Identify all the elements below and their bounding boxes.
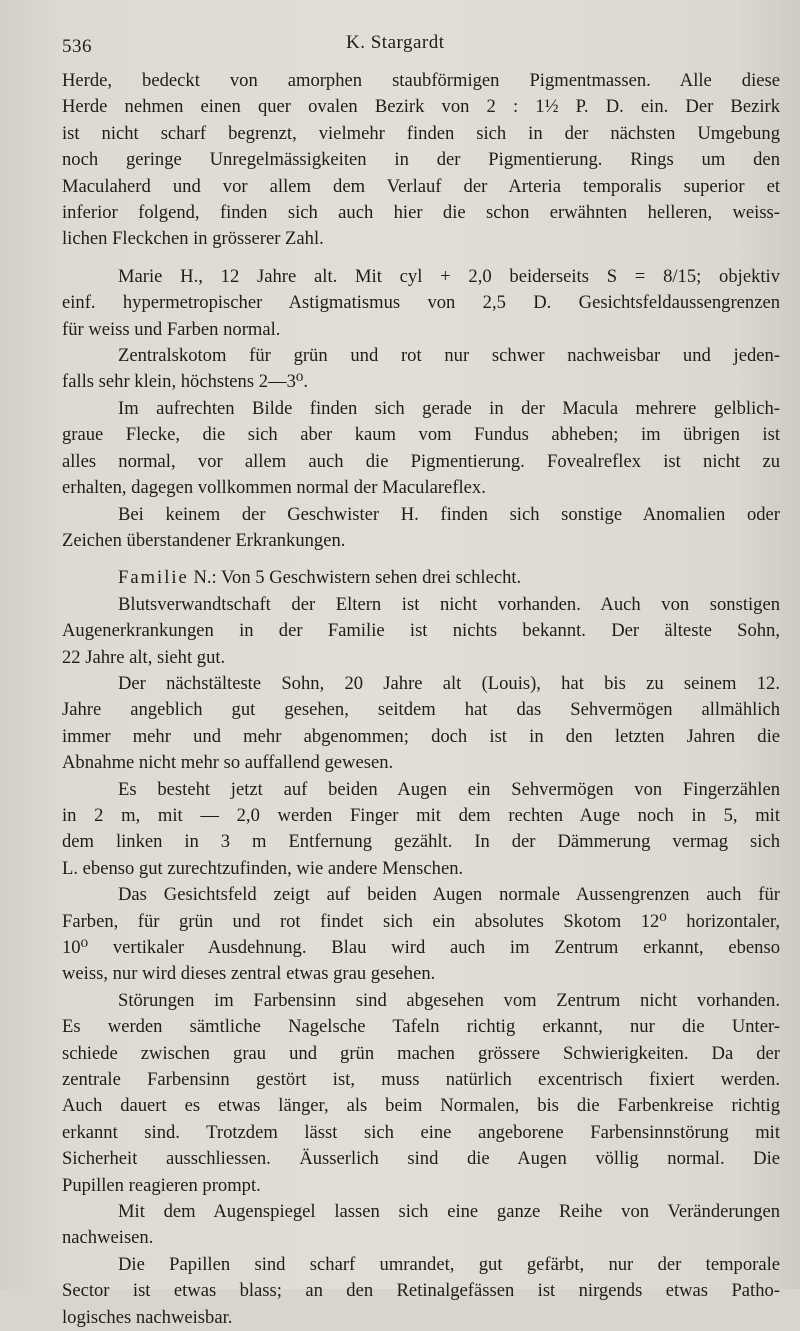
text-line: Zentralskotom für grün und rot nur schwer nachweisbar und jeden- <box>118 345 780 367</box>
text-line: erkannt sind. Trotzdem lässt sich eine angeborene Farbensinnstörung mit <box>62 1121 780 1143</box>
text-line: Jahre angeblich gut gesehen, seitdem hat das Sehvermögen allmählich <box>62 699 780 721</box>
text-line: 22 Jahre alt, sieht gut. <box>62 646 226 668</box>
text-line: Farben, für grün und rot findet sich ein absolutes Skotom 12⁰ horizontaler, <box>62 910 780 932</box>
text-line: schiede zwischen grau und grün machen grössere Schwierigkeiten. Da der <box>62 1042 780 1064</box>
text-line: lichen Fleckchen in grösserer Zahl. <box>62 228 324 250</box>
paragraph <box>62 502 780 555</box>
text-line: Maculaherd und vor allem dem Verlauf der Arteria temporalis superior et <box>62 175 780 197</box>
text-line: Auch dauert es etwas länger, als beim Normalen, bis die Farbenkreise richtig <box>62 1095 780 1117</box>
text-line: für weiss und Farben normal. <box>62 318 281 340</box>
text-line: immer mehr und mehr abgenommen; doch ist in den letzten Jahren die <box>62 725 780 747</box>
text-line: Es besteht jetzt auf beiden Augen ein Sehvermögen von Fingerzählen <box>118 778 780 800</box>
text-line: Sicherheit ausschliessen. Äusserlich sind die Augen völlig normal. Die <box>62 1148 780 1170</box>
text-line: Herde nehmen einen quer ovalen Bezirk von 2 : 1½ P. D. ein. Der Bezirk <box>62 96 780 118</box>
text-line: inferior folgend, finden sich auch hier die schon erwähnten helleren, weiss- <box>62 202 780 224</box>
text-line: noch geringe Unregelmässigkeiten in der Pigmentierung. Rings um den <box>62 149 780 171</box>
paragraph <box>62 1199 780 1252</box>
text-line: graue Flecke, die sich aber kaum vom Fundus abheben; im übrigen ist <box>62 424 780 446</box>
text-line: zentrale Farbensinn gestört ist, muss natürlich excentrisch fixiert werden. <box>62 1069 780 1091</box>
text-line: Marie H., 12 Jahre alt. Mit cyl + 2,0 beiderseits S = 8/15; objektiv <box>118 265 780 287</box>
text-line: einf. hypermetropischer Astigmatismus von 2,5 D. Gesichtsfeldaussengrenzen <box>62 292 780 314</box>
text-line: Augenerkrankungen in der Familie ist nichts bekannt. Der älteste Sohn, <box>62 620 780 642</box>
paragraph <box>62 777 780 883</box>
paragraph <box>62 264 780 343</box>
text-line: Das Gesichtsfeld zeigt auf beiden Augen normale Aussengrenzen auch für <box>118 884 780 906</box>
running-head: K. Stargardt <box>346 32 445 53</box>
text-line: in 2 m, mit — 2,0 werden Finger mit dem rechten Auge noch in 5, mit <box>62 804 780 826</box>
text-line: L. ebenso gut zurechtzufinden, wie andere Menschen. <box>62 857 464 879</box>
text-line: Der nächstälteste Sohn, 20 Jahre alt (Louis), hat bis zu seinem 12. <box>118 672 780 694</box>
body-text <box>62 68 780 1331</box>
text-line: alles normal, vor allem auch die Pigmentierung. Fovealreflex ist nicht zu <box>62 450 780 472</box>
text-line: dem linken in 3 m Entfernung gezählt. In der Dämmerung vermag sich <box>62 831 780 853</box>
paragraph <box>62 68 780 253</box>
paragraph <box>62 882 780 988</box>
page-header <box>62 30 762 60</box>
paragraph <box>62 988 780 1199</box>
line-text: N.: Von 5 Geschwistern sehen drei schlecht. <box>188 567 522 589</box>
text-line: erhalten, dagegen vollkommen normal der Maculareflex. <box>62 477 486 499</box>
spaced-lead-word: Familie <box>118 567 189 589</box>
paragraph <box>62 1252 780 1331</box>
paragraph <box>62 592 780 671</box>
text-line: Mit dem Augenspiegel lassen sich eine ganze Reihe von Veränderungen <box>118 1201 780 1223</box>
paragraph <box>62 565 780 591</box>
text-line: 10⁰ vertikaler Ausdehnung. Blau wird auch im Zentrum erkannt, ebenso <box>62 937 780 958</box>
text-line: ist nicht scharf begrenzt, vielmehr finden sich in der nächsten Umgebung <box>62 122 780 144</box>
text-line: Zeichen überstandener Erkrankungen. <box>62 529 346 551</box>
text-line <box>62 565 780 591</box>
text-line: Die Papillen sind scharf umrandet, gut gefärbt, nur der temporale <box>118 1253 780 1275</box>
text-line: Bei keinem der Geschwister H. finden sich sonstige Anomalien oder <box>118 503 780 525</box>
paragraph <box>62 396 780 502</box>
text-line: Sector ist etwas blass; an den Retinalgefässen ist nirgends etwas Patho- <box>62 1280 780 1302</box>
text-line: Pupillen reagieren prompt. <box>62 1174 261 1196</box>
text-line: logisches nachweisbar. <box>62 1306 233 1328</box>
paragraph <box>62 671 780 777</box>
text-line: Herde, bedeckt von amorphen staubförmigen Pigmentmassen. Alle diese <box>62 70 780 91</box>
text-line: weiss, nur wird dieses zentral etwas grau gesehen. <box>62 963 436 985</box>
text-line: Störungen im Farbensinn sind abgesehen vom Zentrum nicht vorhanden. <box>118 989 780 1011</box>
text-line: Im aufrechten Bilde finden sich gerade in der Macula mehrere gelblich- <box>118 397 780 419</box>
page-number: 536 <box>62 36 92 57</box>
text-line: Abnahme nicht mehr so auffallend gewesen. <box>62 752 394 774</box>
text-line: nachweisen. <box>62 1227 154 1249</box>
text-line: falls sehr klein, höchstens 2—3⁰. <box>62 371 309 393</box>
paragraph <box>62 343 780 396</box>
text-line: Blutsverwandtschaft der Eltern ist nicht vorhanden. Auch von sonstigen <box>118 593 780 615</box>
text-line: Es werden sämtliche Nagelsche Tafeln richtig erkannt, nur die Unter- <box>62 1016 780 1038</box>
